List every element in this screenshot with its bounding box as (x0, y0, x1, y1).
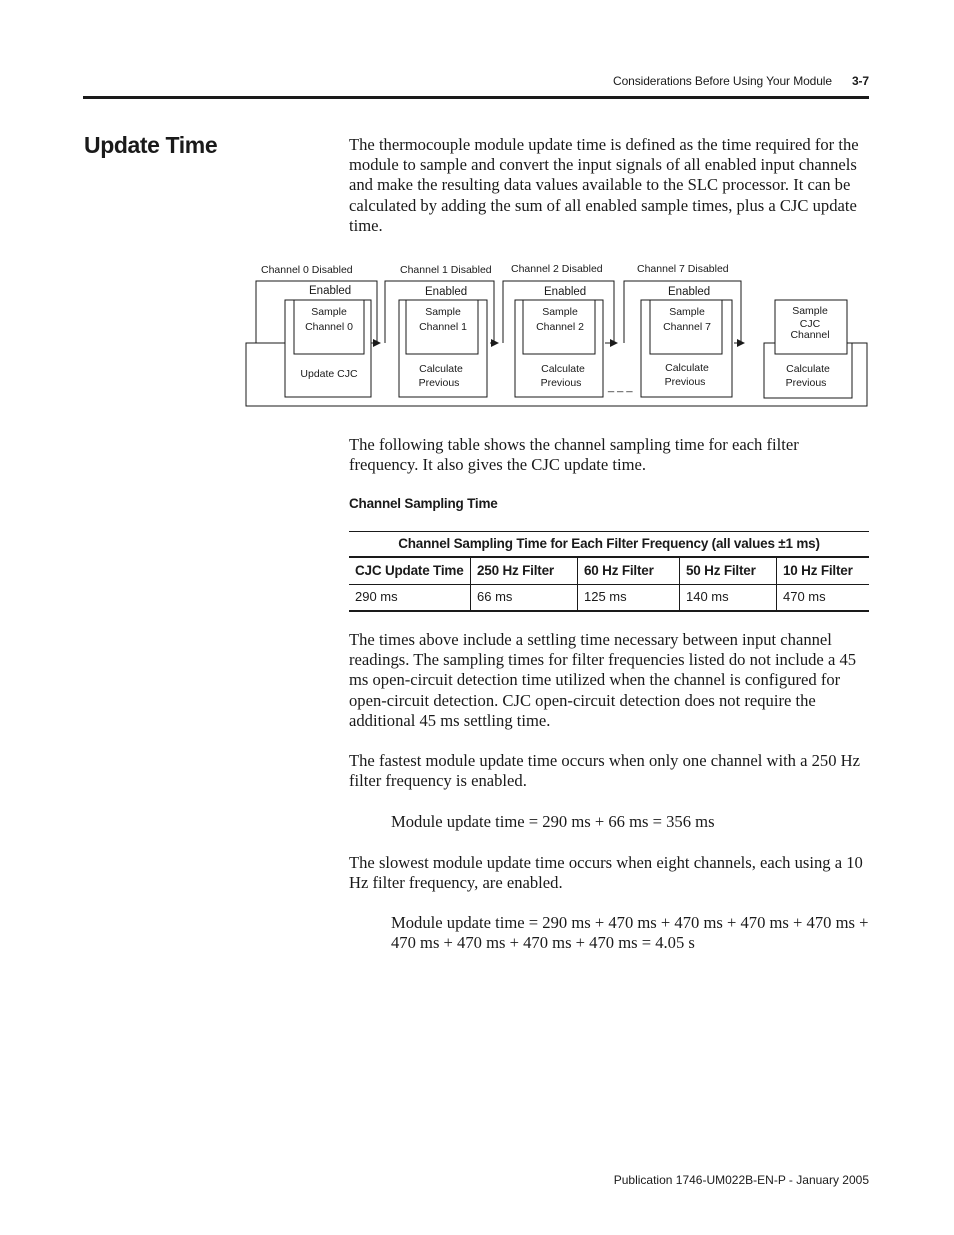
header-rule (83, 96, 869, 99)
channel-0-disabled-label: Channel 0 Disabled (261, 264, 353, 276)
calc-prev-ch7-line-1: Calculate (665, 362, 709, 374)
sample-ch1-line-1: Sample (425, 306, 461, 318)
calc-prev-ch7-line-2: Previous (664, 376, 706, 388)
section-title: Update Time (84, 132, 218, 158)
slowest-paragraph: The slowest module update time occurs when eight channels, each using a 10 Hz filter frequency, are enabled. (349, 853, 863, 893)
sample-cjc-line-1: Sample (792, 305, 828, 317)
sample-cjc-line-2: CJC (799, 318, 821, 330)
table-caption: Channel Sampling Time for Each Filter Frequency (all values ±1 ms) (349, 531, 869, 558)
fastest-formula: Module update time = 290 ms + 66 ms = 356 ms (391, 812, 715, 831)
sample-ch0-line-1: Sample (311, 306, 347, 318)
sample-ch7-line-1: Sample (669, 306, 705, 318)
continuation-dashes: _ _ _ (608, 381, 633, 393)
slowest-formula: Module update time = 290 ms + 470 ms + 470 ms + 470 ms + 470 ms + 470 ms + 470 ms + 470 ms + 470 ms = 4.05 s (391, 913, 869, 953)
intro-paragraph: The thermocouple module update time is defined as the time required for the module to sample and convert the input signals of all enabled input channels and make the resulting data values available to the SLC processor. It can be calculated by adding the sum of all enabled sample times, plus a CJC update time. (349, 135, 859, 235)
fastest-paragraph: The fastest module update time occurs when only one channel with a 250 Hz filter frequency is enabled. (349, 751, 861, 791)
calc-prev-ch2-line-2: Previous (540, 377, 582, 389)
sample-ch0-line-2: Channel 0 (305, 321, 353, 333)
table-cell: 140 ms (680, 585, 777, 612)
channel-2-disabled-label: Channel 2 Disabled (511, 263, 603, 275)
calc-prev-ch1-line-1: Calculate (419, 363, 463, 375)
table-subheading: Channel Sampling Time (349, 496, 498, 511)
table-lead-paragraph: The following table shows the channel sampling time for each filter frequency. It also gives the CJC update time. (349, 435, 799, 475)
calc-prev-ch1-line-2: Previous (418, 377, 460, 389)
sample-ch1-line-2: Channel 1 (419, 321, 467, 333)
calc-prev-ch2-line-1: Calculate (541, 363, 585, 375)
page-number: 3-7 (851, 74, 869, 88)
channel-0-enabled-label: Enabled (309, 285, 352, 297)
column-header: 50 Hz Filter (680, 558, 777, 585)
publication-footer: Publication 1746-UM022B-EN-P - January 2005 (613, 1173, 869, 1187)
calc-prev-cjc-line-1: Calculate (786, 363, 830, 375)
sample-ch7-line-2: Channel 7 (663, 321, 711, 333)
channel-7-disabled-label: Channel 7 Disabled (637, 263, 729, 275)
column-header: CJC Update Time (349, 558, 471, 585)
update-cycle-diagram (240, 258, 872, 414)
table-cell: 470 ms (777, 585, 870, 612)
column-header: 10 Hz Filter (777, 558, 870, 585)
column-header: 250 Hz Filter (471, 558, 578, 585)
sample-ch2-line-1: Sample (542, 306, 578, 318)
table-row (349, 585, 869, 612)
column-header: 60 Hz Filter (578, 558, 680, 585)
table-cell: 290 ms (349, 585, 471, 612)
channel-1-enabled-label: Enabled (425, 286, 468, 298)
sampling-time-table (349, 531, 869, 612)
update-cjc-label: Update CJC (300, 368, 358, 380)
running-header (0, 74, 869, 88)
running-header-title: Considerations Before Using Your Module (613, 74, 832, 88)
channel-7-enabled-label: Enabled (668, 286, 711, 298)
cjc-exit-line (852, 343, 864, 354)
sample-ch2-line-2: Channel 2 (536, 321, 584, 333)
table-header-row (349, 558, 869, 585)
settling-paragraph: The times above include a settling time necessary between input channel readings. The sampling times for filter frequencies listed do not include a 45 ms open-circuit detection time utilized when the channel is configured for open-circuit detection. CJC open-circuit detection does not require the additional 45 ms settling time. (349, 630, 857, 730)
calc-prev-cjc-line-2: Previous (785, 377, 827, 389)
channel-2-enabled-label: Enabled (544, 286, 587, 298)
channel-1-disabled-label: Channel 1 Disabled (400, 264, 492, 276)
table-cell: 125 ms (578, 585, 680, 612)
table-cell: 66 ms (471, 585, 578, 612)
sample-cjc-line-3: Channel (790, 329, 830, 341)
